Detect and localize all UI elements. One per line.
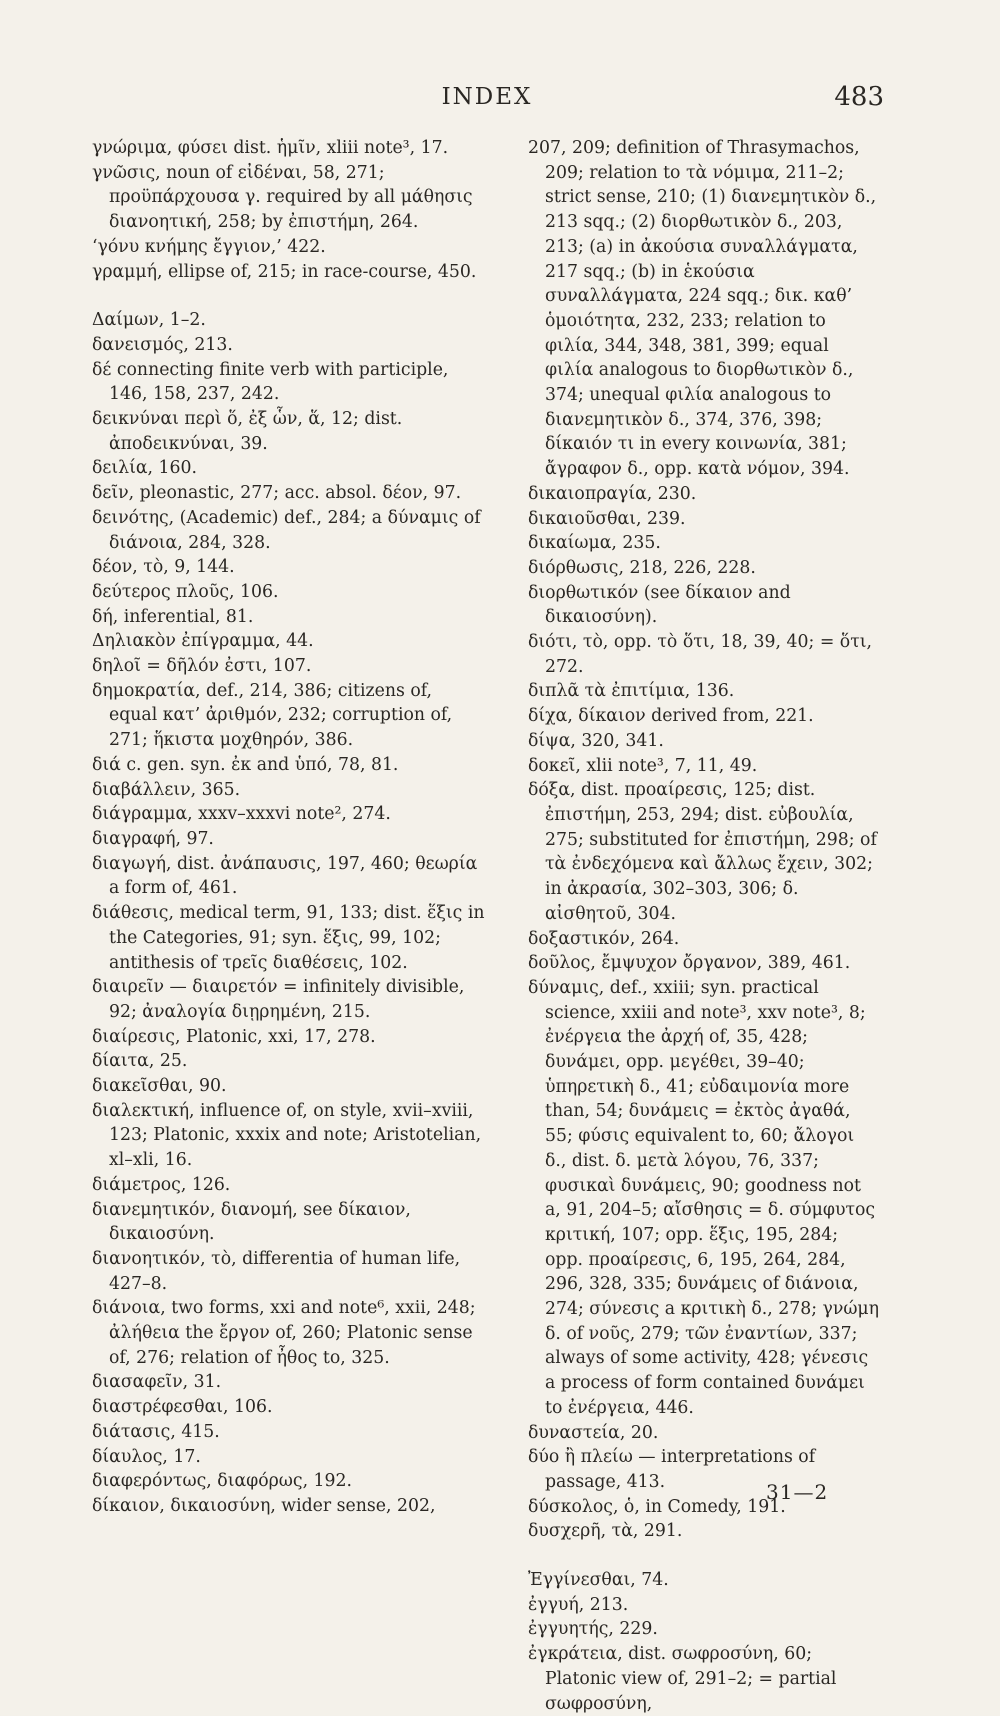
index-column-right: [528, 136, 881, 1716]
index-entry: διασαφεῖν, 31.: [92, 1372, 222, 1393]
index-entry: ‘γόνυ κνήμης ἔγγιον,’ 422.: [92, 236, 326, 257]
index-entry: διαγωγή, dist. ἀνάπαυσις, 197, 460; θεωρία a form of, 461.: [92, 853, 478, 899]
index-entry: διαλεκτική, influence of, on style, xvii–xviii, 123; Platonic, xxxix and note; Aristotelian, xl–xli, 16.: [92, 1100, 482, 1171]
index-entry: διαγραφή, 97.: [92, 828, 214, 849]
index-entry: δανεισμός, 213.: [92, 334, 233, 355]
index-entry: δύναμις, def., xxiii; syn. practical science, xxiii and note³, xxv note³, 8; ἐνέργεια the ἀρχή of, 35, 428; δυνάμει, opp. μεγέθει, 39–40; ὑπηρετικὴ δ., 41; εὐδαιμονία more than, 54; δυνάμεις = ἐκτὸς ἀγαθά, 55; φύσις equivalent to, 60; ἄλογοι δ., dist. δ. μετὰ λόγου, 76, 337; φυσικαὶ δυνάμεις, 90; goodness not a, 91, 204–5; αἴσθησις = δ. σύμφυτος κριτική, 107; opp. ἕξις, 195, 284; opp. προαίρεσις, 6, 195, 264, 284, 296, 328, 335; δυνάμεις of διάνοια, 274; σύνεσις a κριτικὴ δ., 278; γνώμη δ. of νοῦς, 279; τῶν ἐναντίων, 337; always of some activity, 428; γένεσις a process of form contained δυνάμει to ἐνέργεια, 446.: [528, 977, 880, 1418]
index-entry: διορθωτικόν (see δίκαιον and δικαιοσύνη).: [528, 582, 791, 628]
index-entry: διότι, τὸ, opp. τὸ ὅτι, 18, 39, 40; = ὅτι, 272.: [528, 632, 873, 677]
index-entry: διάγραμμα, xxxv–xxxvi note², 274.: [92, 804, 391, 825]
index-entry: διαφερόντως, διαφόρως, 192.: [92, 1471, 353, 1492]
index-entry: γνώριμα, φύσει dist. ἡμῖν, xliii note³, 17.: [92, 138, 449, 158]
index-entry: Δηλιακὸν ἐπίγραμμα, 44.: [92, 631, 314, 652]
index-entry: γραμμή, ellipse of, 215; in race-course, 450.: [92, 261, 477, 282]
index-entry: διά c. gen. syn. ἐκ and ὑπό, 78, 81.: [92, 754, 399, 775]
index-entry: δεικνύναι περὶ ὅ, ἐξ ὧν, ἅ, 12; dist. ἀποδεικνύναι, 39.: [92, 409, 403, 454]
index-entry: διάνοια, two forms, xxi and note⁶, xxii, 248; ἀλήθεια the ἔργον of, 260; Platonic sense of, 276; relation of ἦθος to, 325.: [92, 1298, 476, 1368]
index-entry: δύσκολος, ὁ, in Comedy, 191.: [528, 1496, 786, 1517]
index-entry: διαίρεσις, Platonic, xxi, 17, 278.: [92, 1026, 376, 1047]
index-entry: διακεῖσθαι, 90.: [92, 1076, 227, 1097]
index-entry: δικαιοῦσθαι, 239.: [528, 508, 686, 529]
index-entry: δέον, τὸ, 9, 144.: [92, 557, 235, 578]
index-column-left: [92, 136, 485, 1519]
index-entry: διπλᾶ τὰ ἐπιτίμια, 136.: [528, 681, 735, 702]
index-entry: δυναστεία, 20.: [528, 1422, 659, 1443]
index-entry: ἐγγυή, 213.: [528, 1594, 629, 1615]
page-number: 483: [834, 82, 884, 112]
running-title: INDEX: [441, 84, 533, 110]
index-entry: δυσχερῆ, τὰ, 291.: [528, 1521, 683, 1542]
index-entry: δικαίωμα, 235.: [528, 533, 661, 554]
page-header: [0, 84, 1000, 124]
index-entry: δή, inferential, 81.: [92, 606, 254, 627]
index-entry: διάθεσις, medical term, 91, 133; dist. ἕξις in the Categories, 91; syn. ἕξις, 99, 102; antithesis of τρεῖς διαθέσεις, 102.: [92, 903, 485, 973]
index-entry: δίαιτα, 25.: [92, 1051, 188, 1072]
index-entry: διανοητικόν, τὸ, differentia of human life, 427–8.: [92, 1248, 461, 1294]
index-entry: δίκαιον, δικαιοσύνη, wider sense, 202,: [92, 1495, 436, 1516]
index-entry: διάτασις, 415.: [92, 1421, 220, 1442]
index-entry: ἐγγυητής, 229.: [528, 1619, 658, 1640]
index-entry: διαβάλλειν, 365.: [92, 779, 241, 800]
index-entry: δοῦλος, ἔμψυχον ὄργανον, 389, 461.: [528, 953, 851, 974]
index-entry: δοκεῖ, xlii note³, 7, 11, 49.: [528, 755, 758, 776]
index-entry: Δαίμων, 1–2.: [92, 310, 206, 331]
index-entry: γνῶσις, noun of εἰδέναι, 58, 271; προϋπάρχουσα γ. required by all μάθησις διανοητική, 258; by ἐπιστήμη, 264.: [92, 162, 473, 233]
index-entry: δέ connecting finite verb with participle, 146, 158, 237, 242.: [92, 359, 449, 405]
index-entry: δεῖν, pleonastic, 277; acc. absol. δέον, 97.: [92, 483, 462, 504]
index-entry: δόξα, dist. προαίρεσις, 125; dist. ἐπιστήμη, 253, 294; dist. εὐβουλία, 275; substituted for ἐπιστήμη, 298; of τὰ ἐνδεχόμενα καὶ ἄλλως ἔχειν, 302; in ἀκρασία, 302–303, 306; δ. αἰσθητοῦ, 304.: [528, 780, 877, 924]
index-entry: δίαυλος, 17.: [92, 1446, 201, 1467]
index-entry: δύο ἢ πλείω — interpretations of passage, 413.: [528, 1447, 816, 1492]
index-entry: ἐγκράτεια, dist. σωφροσύνη, 60; Platonic view of, 291–2; = partial σωφροσύνη,: [528, 1644, 837, 1714]
index-entry: διαιρεῖν — διαιρετόν = infinitely divisible, 92; ἀναλογία διῃρημένη, 215.: [92, 977, 465, 1022]
index-entry: διαστρέφεσθαι, 106.: [92, 1397, 273, 1418]
index-entry: δεύτερος πλοῦς, 106.: [92, 581, 279, 602]
index-entry: δειλία, 160.: [92, 458, 197, 479]
index-entry: δικαιοπραγία, 230.: [528, 483, 697, 504]
printer-signature-mark: 31—2: [766, 1480, 829, 1504]
index-entry: δίψα, 320, 341.: [528, 730, 664, 751]
index-entry: διανεμητικόν, διανομή, see δίκαιον, δικαιοσύνη.: [92, 1199, 411, 1245]
index-entry: δημοκρατία, def., 214, 386; citizens of, equal κατ’ ἀριθμόν, 232; corruption of, 271; ἥκιστα μοχθηρόν, 386.: [92, 680, 453, 751]
index-entry: διόρθωσις, 218, 226, 228.: [528, 557, 756, 578]
index-entry: Ἐγγίνεσθαι, 74.: [528, 1570, 669, 1591]
index-entry: δίχα, δίκαιον derived from, 221.: [528, 706, 814, 727]
index-entry: δοξαστικόν, 264.: [528, 928, 680, 949]
index-entry: δεινότης, (Academic) def., 284; a δύναμις of διάνοια, 284, 328.: [92, 507, 481, 553]
index-entry: διάμετρος, 126.: [92, 1174, 231, 1195]
index-entry: δηλοῖ = δῆλόν ἐστι, 107.: [92, 656, 312, 677]
index-entry: 207, 209; definition of Thrasymachos, 209; relation to τὰ νόμιμα, 211–2; strict sense, 210; (1) διανεμητικὸν δ., 213 sqq.; (2) διορθωτικὸν δ., 203, 213; (a) in ἀκούσια συναλλάγματα, 217 sqq.; (b) in ἑκούσια συναλλάγματα, 224 sqq.; δικ. καθ’ ὁμοιότητα, 232, 233; relation to φιλία, 344, 348, 381, 399; equal φιλία analogous to διορθωτικὸν δ., 374; unequal φιλία analogous to διανεμητικὸν δ., 374, 376, 398; δίκαιόν τι in every κοινωνία, 381; ἄγραφον δ., opp. κατὰ νόμον, 394.: [528, 138, 877, 480]
